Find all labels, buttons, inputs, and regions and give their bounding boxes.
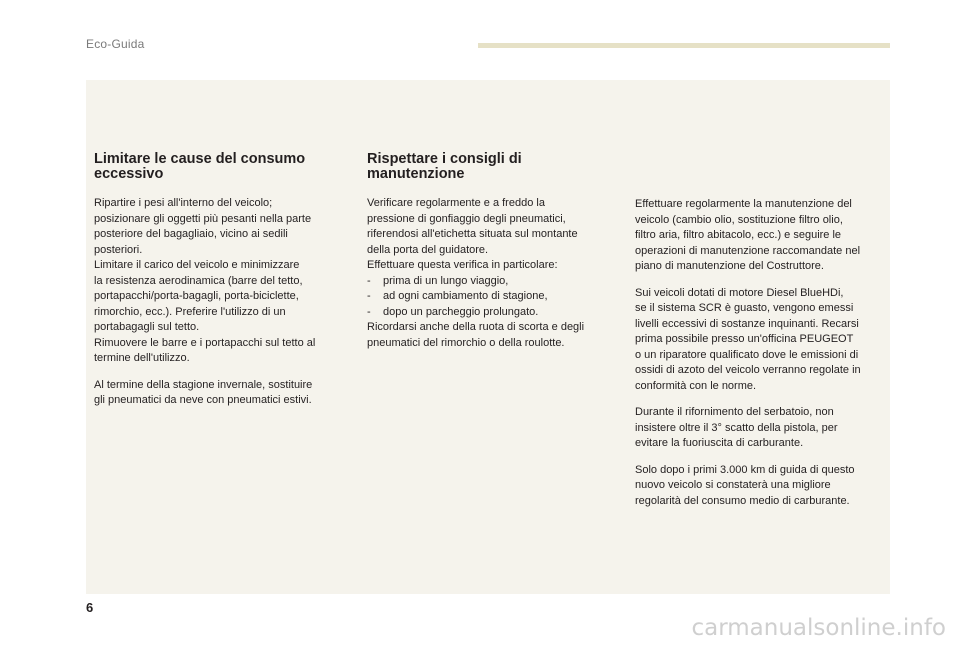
header-rule — [478, 43, 890, 48]
text-line: insistere oltre il 3° scatto della pistola, per — [635, 421, 838, 434]
text-line: riferendosi all'etichetta situata sul montante — [367, 228, 578, 240]
text-line: termine dell'utilizzo. — [94, 352, 190, 364]
text-line: della porta del guidatore. — [367, 243, 489, 256]
heading-limit-consumption — [94, 152, 344, 182]
text-line: rimorchio, ecc.). Preferire l'utilizzo di un — [94, 305, 286, 318]
text-line: operazioni di manutenzione raccomandate nel — [635, 244, 861, 257]
bullet-text: prima di un lungo viaggio, — [383, 274, 509, 287]
section-title: Eco-Guida — [86, 37, 145, 51]
text-line: Al termine della stagione invernale, sostituire — [94, 378, 313, 391]
heading-line: Rispettare i consigli di — [367, 151, 522, 167]
paragraph-tyres-season — [94, 378, 344, 409]
bullet-text: ad ogni cambiamento di stagione, — [383, 290, 548, 302]
text-line: Ricordarsi anche della ruota di scorta e degli — [367, 321, 585, 333]
paragraph-scr-system — [635, 286, 885, 395]
text-line: posizionare gli oggetti più pesanti nella parte — [94, 212, 312, 225]
text-line: posteriori. — [94, 243, 143, 256]
text-line: la resistenza aerodinamica (barre del tetto, — [94, 274, 303, 287]
text-line: Limitare il carico del veicolo e minimizzare — [94, 259, 300, 271]
paragraph-tyre-pressure — [367, 196, 607, 351]
text-line: piano di manutenzione del Costruttore. — [635, 260, 824, 272]
text-line: pneumatici del rimorchio o della roulotte. — [367, 336, 565, 349]
text-line: ossidi di azoto del veicolo verranno regolate in — [635, 364, 861, 376]
bullet-text: dopo un parcheggio prolungato. — [383, 305, 539, 318]
column-middle — [367, 152, 607, 362]
bullet-item — [367, 289, 607, 305]
text-line: nuovo veicolo si constaterà una migliore — [635, 479, 831, 491]
text-line: se il sistema SCR è guasto, vengono emessi — [635, 302, 854, 314]
text-line: veicolo (cambio olio, sostituzione filtro olio, — [635, 213, 843, 226]
text-line: evitare la fuoriuscita di carburante. — [635, 437, 804, 449]
column-left — [94, 152, 344, 420]
bullet-dash: - — [367, 305, 371, 318]
text-line: portapacchi/porta-bagagli, porta-biciclette, — [94, 290, 299, 302]
text-line: filtro aria, filtro abitacolo, ecc.) e seguire le — [635, 229, 842, 241]
text-line: Durante il rifornimento del serbatoio, non — [635, 406, 834, 418]
paragraph-refuelling — [635, 405, 885, 452]
text-line: Effettuare regolarmente la manutenzione del — [635, 198, 852, 210]
text-line: o un riparatore qualificato dove le emissioni di — [635, 348, 859, 361]
text-line: livelli eccessivi di sostanze inquinanti. Recarsi — [635, 317, 859, 330]
bullet-item — [367, 274, 607, 290]
heading-line: manutenzione — [367, 166, 465, 182]
watermark: carmanualsonline.info — [691, 615, 946, 641]
bullet-item — [367, 305, 607, 321]
paragraph-weight-load — [94, 196, 344, 367]
text-line: pressione di gonfiaggio degli pneumatici, — [367, 212, 566, 225]
paragraph-service — [635, 197, 885, 275]
bullet-dash: - — [367, 274, 371, 287]
column-right — [635, 197, 885, 520]
heading-maintenance — [367, 152, 607, 182]
text-line: Verificare regolarmente e a freddo la — [367, 197, 545, 209]
text-line: regolarità del consumo medio di carburante. — [635, 494, 850, 507]
text-line: conformità con le norme. — [635, 379, 757, 392]
paragraph-running-in — [635, 463, 885, 510]
text-line: Ripartire i pesi all'interno del veicolo; — [94, 197, 273, 209]
page-number: 6 — [86, 600, 94, 615]
text-line: portabagagli sul tetto. — [94, 321, 200, 333]
text-line: posteriore del bagagliaio, vicino ai sedili — [94, 228, 288, 240]
text-line: Solo dopo i primi 3.000 km di guida di questo — [635, 463, 855, 476]
text-line: Effettuare questa verifica in particolare: — [367, 259, 558, 271]
heading-line: Limitare le cause del consumo — [94, 151, 306, 167]
bullet-dash: - — [367, 290, 371, 302]
text-line: prima possibile presso un'officina PEUGEOT — [635, 333, 854, 345]
heading-line: eccessivo — [94, 166, 164, 182]
text-line: gli pneumatici da neve con pneumatici estivi. — [94, 394, 312, 406]
text-line: Rimuovere le barre e i portapacchi sul tetto al — [94, 336, 316, 349]
content-panel — [86, 80, 890, 594]
text-line: Sui veicoli dotati di motore Diesel BlueHDi, — [635, 286, 844, 299]
